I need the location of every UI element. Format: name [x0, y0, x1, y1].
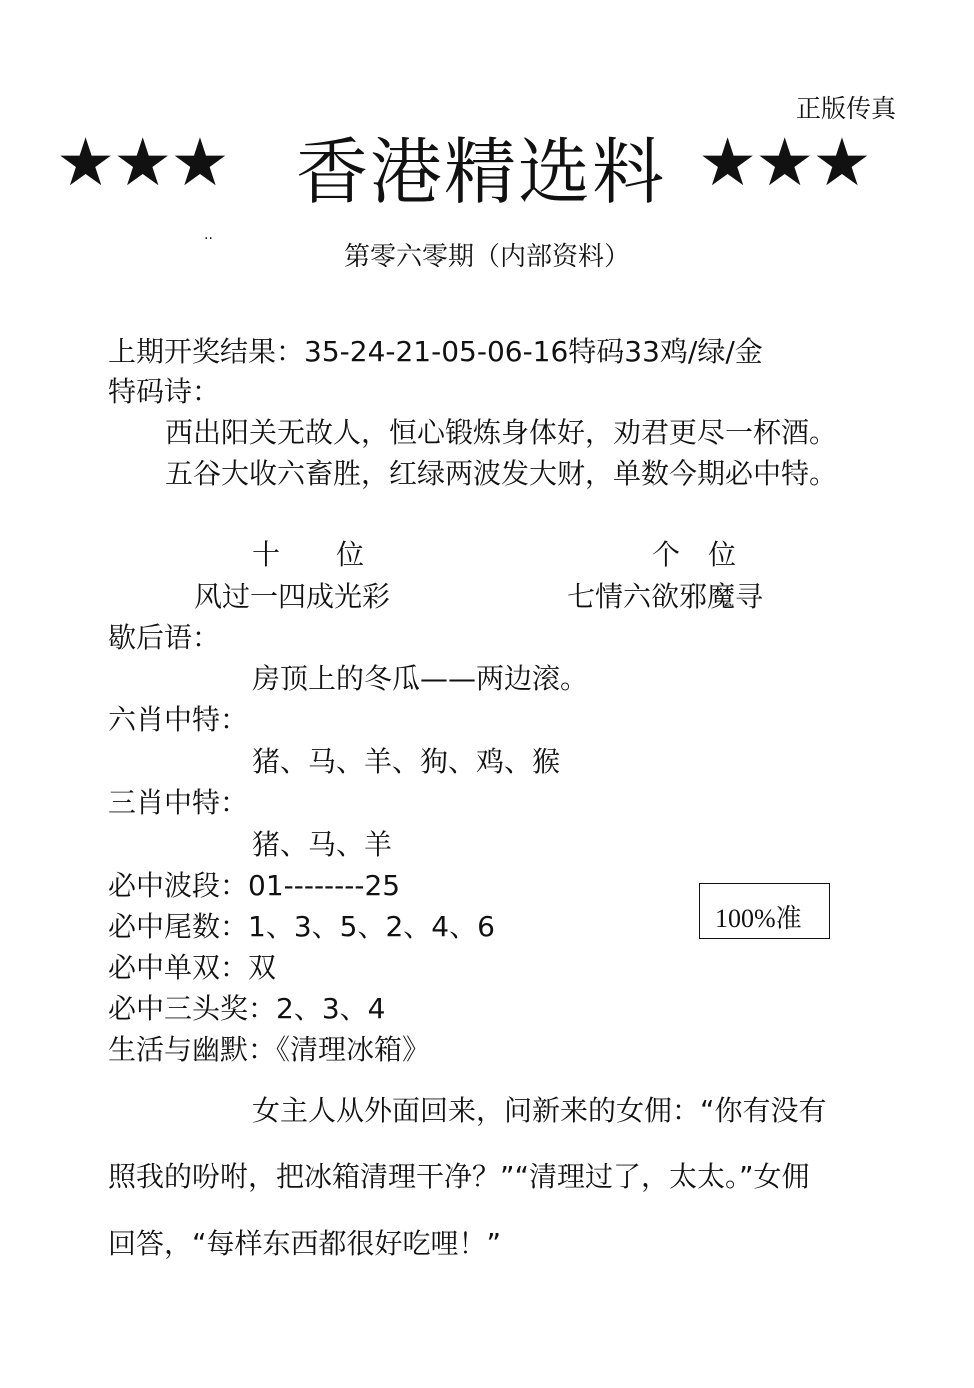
page-header — [0, 124, 974, 228]
humor-label: 生活与幽默： — [108, 1033, 277, 1066]
riddle-label: 歇后语： — [108, 621, 221, 654]
units-label: 个 位 — [652, 538, 737, 571]
poem-line-1: 西出阳关无故人，恒心锻炼身体好，劝君更尽一杯酒。 — [165, 416, 838, 449]
six-zodiac-value: 猪、马、羊、狗、鸡、猴 — [252, 745, 561, 778]
riddle-text: 房顶上的冬瓜——两边滚。 — [252, 662, 589, 695]
wave-row — [108, 869, 401, 902]
stars-right-icon: ★★★ — [698, 124, 870, 201]
tail-label: 必中尾数： — [108, 910, 249, 943]
humor-line-1: 女主人从外面回来，问新来的女佣：“你有没有 — [252, 1094, 827, 1127]
poem-line-2: 五谷大收六畜胜，红绿两波发大财，单数今期必中特。 — [165, 457, 838, 490]
three-zodiac-value: 猪、马、羊 — [252, 828, 393, 861]
humor-line-2: 照我的吩咐，把冰箱清理干净？”“清理过了，太太。”女佣 — [108, 1160, 810, 1193]
odd-even-row — [108, 951, 277, 984]
last-result-row — [108, 335, 763, 368]
edition-label: 正版传真 — [796, 94, 897, 123]
humor-heading — [108, 1033, 431, 1066]
tail-row — [108, 910, 495, 943]
stray-dots: .. — [204, 227, 213, 243]
page-title: 香港精选料 — [296, 130, 667, 214]
three-zodiac-label: 三肖中特： — [108, 786, 249, 819]
tens-hint: 风过一四成光彩 — [194, 580, 391, 613]
wave-value: 01--------25 — [248, 869, 401, 902]
odd-even-label: 必中单双： — [108, 951, 249, 984]
head-row — [108, 992, 386, 1025]
last-result-label: 上期开奖结果： — [108, 335, 305, 368]
units-hint: 七情六欲邪魔寻 — [567, 580, 764, 613]
stars-left-icon: ★★★ — [56, 124, 228, 201]
humor-line-3: 回答，“每样东西都很好吃哩！” — [108, 1227, 502, 1260]
head-value: 2、3、4 — [276, 992, 386, 1025]
issue-subtitle: 第零六零期（内部资料） — [343, 242, 630, 272]
odd-even-value: 双 — [248, 951, 277, 984]
tail-value: 1、3、5、2、4、6 — [248, 910, 495, 943]
poem-label: 特码诗： — [108, 375, 221, 408]
head-label: 必中三头奖： — [108, 992, 277, 1025]
six-zodiac-label: 六肖中特： — [108, 703, 249, 736]
humor-title: 《清理冰箱》 — [276, 1033, 431, 1066]
tens-label: 十 位 — [252, 538, 365, 571]
last-result-value: 35-24-21-05-06-16特码33鸡/绿/金 — [304, 335, 763, 368]
accuracy-box: 100%准 — [699, 883, 830, 939]
wave-label: 必中波段： — [108, 869, 249, 902]
